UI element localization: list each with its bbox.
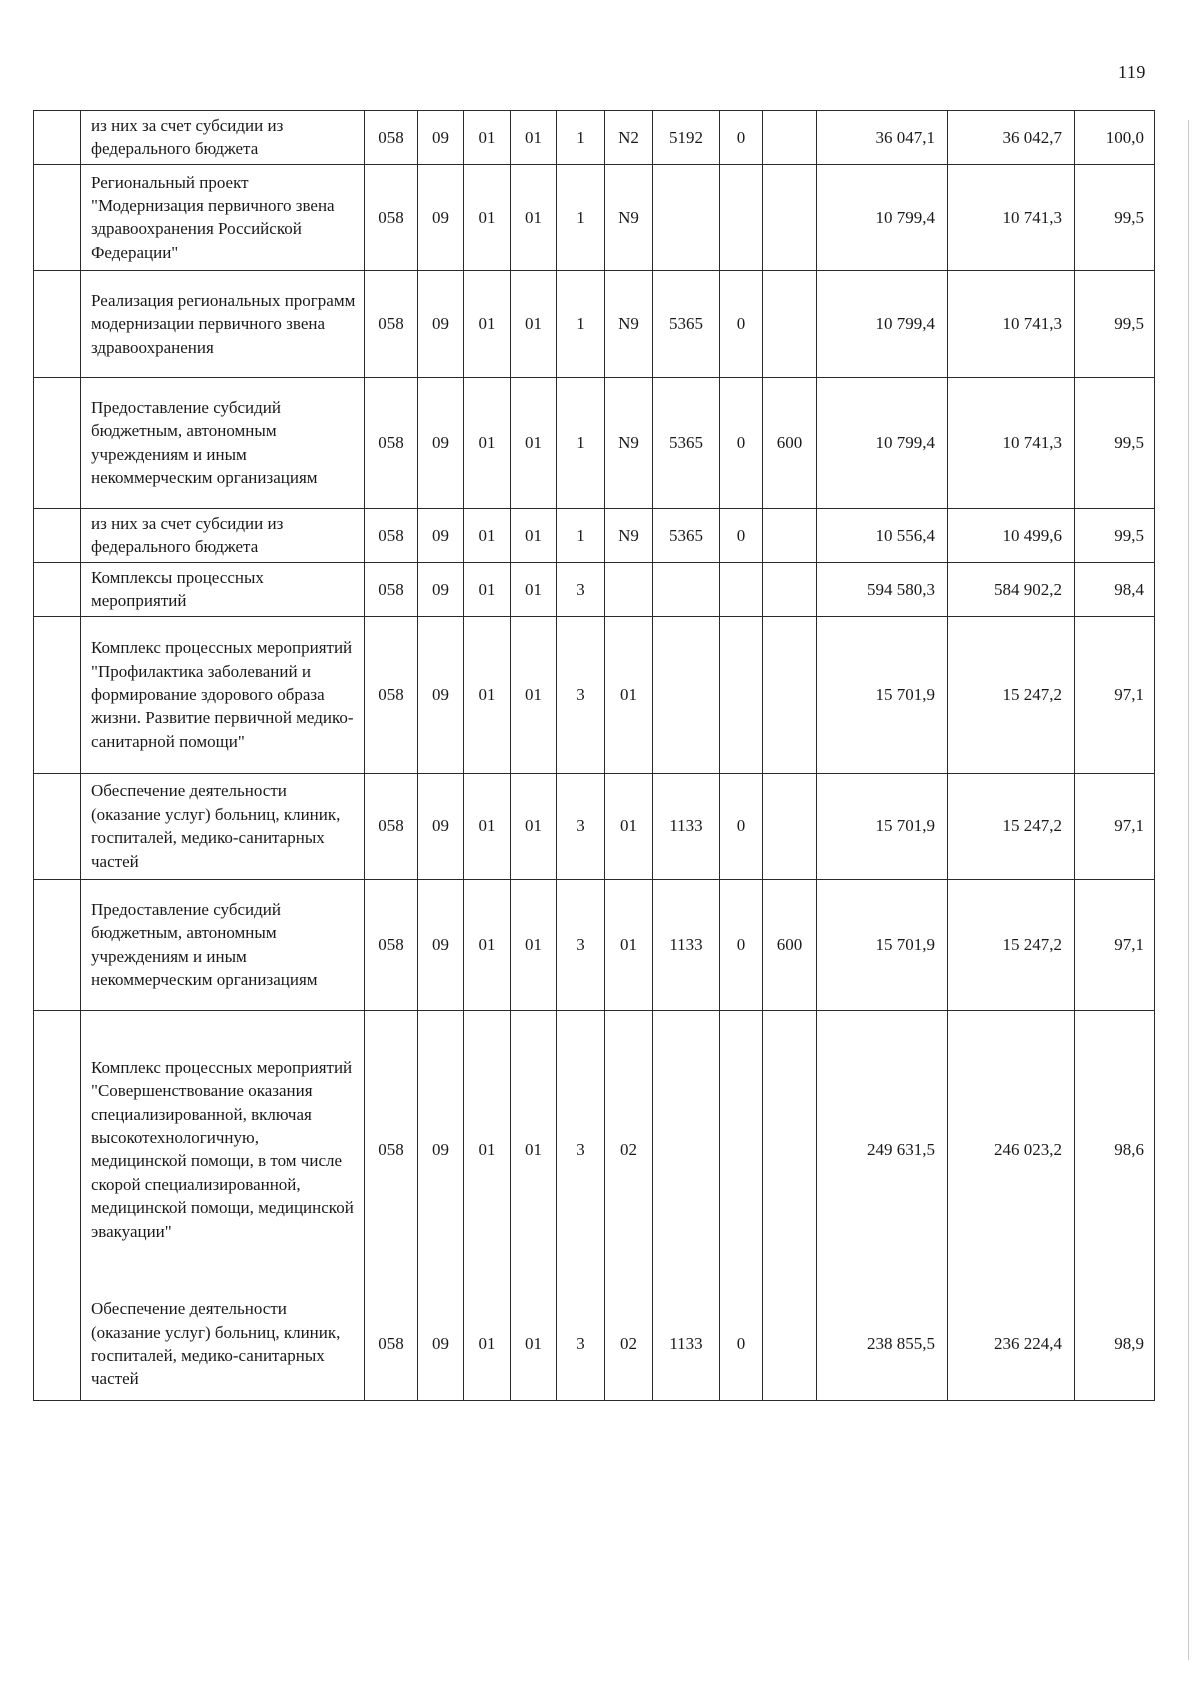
code-cell: 01: [511, 879, 557, 1010]
code-cell: 1: [557, 164, 605, 270]
code-cell: 01: [464, 562, 511, 616]
code-cell: 0: [720, 111, 763, 165]
code-cell: 01: [464, 508, 511, 562]
row-index-cell: [34, 164, 81, 270]
row-name: из них за счет субсидии из федерального бюджета: [81, 508, 365, 562]
code-cell: 058: [365, 616, 418, 773]
code-cell: 01: [464, 164, 511, 270]
code-cell: 01: [464, 616, 511, 773]
code-cell: 02: [605, 1010, 653, 1288]
code-cell: 01: [464, 111, 511, 165]
budget-table: [33, 110, 1155, 1401]
code-cell: 058: [365, 1288, 418, 1400]
row-index-cell: [34, 377, 81, 508]
row-name: Предоставление субсидий бюджетным, автономным учреждениям и иным некоммерческим организациям: [81, 377, 365, 508]
code-cell: 01: [511, 270, 557, 377]
code-cell: 0: [720, 508, 763, 562]
percent-value: 99,5: [1075, 270, 1155, 377]
table-row: [34, 1010, 1155, 1288]
code-cell: 058: [365, 879, 418, 1010]
row-name: Предоставление субсидий бюджетным, автономным учреждениям и иным некоммерческим организациям: [81, 879, 365, 1010]
percent-value: 99,5: [1075, 164, 1155, 270]
plan-value: 36 047,1: [817, 111, 948, 165]
actual-value: 10 741,3: [948, 377, 1075, 508]
code-cell: [763, 562, 817, 616]
code-cell: 01: [605, 773, 653, 879]
code-cell: 09: [418, 164, 464, 270]
actual-value: 15 247,2: [948, 773, 1075, 879]
plan-value: 10 799,4: [817, 270, 948, 377]
code-cell: 02: [605, 1288, 653, 1400]
code-cell: 3: [557, 616, 605, 773]
row-name: Региональный проект "Модернизация первичного звена здравоохранения Российской Федерации": [81, 164, 365, 270]
code-cell: [720, 164, 763, 270]
code-cell: 09: [418, 377, 464, 508]
page-number: 119: [1118, 62, 1146, 82]
plan-value: 10 799,4: [817, 164, 948, 270]
plan-value: 238 855,5: [817, 1288, 948, 1400]
code-cell: 1: [557, 508, 605, 562]
code-cell: N9: [605, 164, 653, 270]
percent-value: 97,1: [1075, 616, 1155, 773]
code-cell: [653, 164, 720, 270]
code-cell: 1133: [653, 879, 720, 1010]
code-cell: [720, 616, 763, 773]
percent-value: 97,1: [1075, 773, 1155, 879]
actual-value: 584 902,2: [948, 562, 1075, 616]
percent-value: 97,1: [1075, 879, 1155, 1010]
code-cell: 01: [511, 164, 557, 270]
code-cell: 01: [511, 1288, 557, 1400]
code-cell: 09: [418, 773, 464, 879]
actual-value: 15 247,2: [948, 616, 1075, 773]
code-cell: 600: [763, 377, 817, 508]
code-cell: 1133: [653, 1288, 720, 1400]
actual-value: 246 023,2: [948, 1010, 1075, 1288]
row-index-cell: [34, 562, 81, 616]
code-cell: 058: [365, 1010, 418, 1288]
code-cell: 3: [557, 1010, 605, 1288]
code-cell: [653, 1010, 720, 1288]
code-cell: [763, 164, 817, 270]
table-row: [34, 773, 1155, 879]
code-cell: 01: [464, 270, 511, 377]
table-row: [34, 616, 1155, 773]
code-cell: 1: [557, 377, 605, 508]
code-cell: [763, 1288, 817, 1400]
code-cell: 01: [464, 879, 511, 1010]
code-cell: N9: [605, 508, 653, 562]
code-cell: 5365: [653, 508, 720, 562]
plan-value: 15 701,9: [817, 879, 948, 1010]
plan-value: 15 701,9: [817, 616, 948, 773]
code-cell: 3: [557, 879, 605, 1010]
code-cell: 0: [720, 270, 763, 377]
code-cell: 01: [464, 773, 511, 879]
plan-value: 594 580,3: [817, 562, 948, 616]
code-cell: 058: [365, 164, 418, 270]
actual-value: 10 741,3: [948, 164, 1075, 270]
code-cell: 01: [464, 1288, 511, 1400]
code-cell: 01: [511, 508, 557, 562]
plan-value: 249 631,5: [817, 1010, 948, 1288]
code-cell: 058: [365, 562, 418, 616]
actual-value: 10 499,6: [948, 508, 1075, 562]
code-cell: [653, 616, 720, 773]
code-cell: 09: [418, 508, 464, 562]
code-cell: 1133: [653, 773, 720, 879]
code-cell: 058: [365, 508, 418, 562]
percent-value: 98,4: [1075, 562, 1155, 616]
code-cell: 01: [605, 616, 653, 773]
code-cell: N2: [605, 111, 653, 165]
code-cell: 3: [557, 773, 605, 879]
code-cell: 3: [557, 1288, 605, 1400]
code-cell: 1: [557, 270, 605, 377]
code-cell: N9: [605, 377, 653, 508]
table-row: [34, 270, 1155, 377]
code-cell: 3: [557, 562, 605, 616]
code-cell: 0: [720, 1288, 763, 1400]
code-cell: 01: [605, 879, 653, 1010]
table-row: [34, 562, 1155, 616]
code-cell: [720, 1010, 763, 1288]
table-row: [34, 164, 1155, 270]
code-cell: N9: [605, 270, 653, 377]
actual-value: 15 247,2: [948, 879, 1075, 1010]
code-cell: 01: [464, 377, 511, 508]
code-cell: 0: [720, 773, 763, 879]
code-cell: 09: [418, 562, 464, 616]
table-row: [34, 508, 1155, 562]
scan-edge-line: [1188, 120, 1189, 1660]
code-cell: [763, 508, 817, 562]
code-cell: 01: [464, 1010, 511, 1288]
code-cell: [763, 111, 817, 165]
row-name: Комплексы процессных мероприятий: [81, 562, 365, 616]
code-cell: [763, 616, 817, 773]
table-row: [34, 1288, 1155, 1400]
row-name: Комплекс процессных мероприятий "Профилактика заболеваний и формирование здорового образа жизни. Развитие первичной медико-санитарной помощи": [81, 616, 365, 773]
code-cell: 01: [511, 616, 557, 773]
code-cell: [605, 562, 653, 616]
row-index-cell: [34, 508, 81, 562]
row-index-cell: [34, 1288, 81, 1400]
code-cell: 01: [511, 1010, 557, 1288]
code-cell: 09: [418, 270, 464, 377]
row-name: Обеспечение деятельности (оказание услуг) больниц, клиник, госпиталей, медико-санитарных частей: [81, 1288, 365, 1400]
code-cell: 09: [418, 616, 464, 773]
actual-value: 236 224,4: [948, 1288, 1075, 1400]
table-row: [34, 879, 1155, 1010]
table-row: [34, 377, 1155, 508]
code-cell: 09: [418, 1288, 464, 1400]
row-index-cell: [34, 773, 81, 879]
code-cell: 0: [720, 879, 763, 1010]
code-cell: [653, 562, 720, 616]
code-cell: 09: [418, 1010, 464, 1288]
code-cell: [720, 562, 763, 616]
code-cell: 5365: [653, 377, 720, 508]
percent-value: 98,6: [1075, 1010, 1155, 1288]
row-index-cell: [34, 616, 81, 773]
code-cell: 0: [720, 377, 763, 508]
percent-value: 99,5: [1075, 508, 1155, 562]
code-cell: 600: [763, 879, 817, 1010]
code-cell: [763, 773, 817, 879]
row-index-cell: [34, 270, 81, 377]
code-cell: 01: [511, 773, 557, 879]
code-cell: 1: [557, 111, 605, 165]
row-name: из них за счет субсидии из федерального бюджета: [81, 111, 365, 165]
row-name: Комплекс процессных мероприятий "Совершенствование оказания специализированной, включая высокотехнологичную, медицинской помощи, в том числе скорой специализированной, медицинской помощи, медицинской эвакуации": [81, 1010, 365, 1288]
percent-value: 99,5: [1075, 377, 1155, 508]
code-cell: 058: [365, 377, 418, 508]
table-row: [34, 111, 1155, 165]
code-cell: 058: [365, 773, 418, 879]
row-name: Реализация региональных программ модернизации первичного звена здравоохранения: [81, 270, 365, 377]
actual-value: 36 042,7: [948, 111, 1075, 165]
code-cell: 01: [511, 562, 557, 616]
percent-value: 98,9: [1075, 1288, 1155, 1400]
code-cell: 5192: [653, 111, 720, 165]
plan-value: 10 799,4: [817, 377, 948, 508]
row-index-cell: [34, 879, 81, 1010]
code-cell: 09: [418, 879, 464, 1010]
row-index-cell: [34, 1010, 81, 1288]
code-cell: 01: [511, 111, 557, 165]
plan-value: 10 556,4: [817, 508, 948, 562]
code-cell: [763, 1010, 817, 1288]
row-name: Обеспечение деятельности (оказание услуг) больниц, клиник, госпиталей, медико-санитарных частей: [81, 773, 365, 879]
actual-value: 10 741,3: [948, 270, 1075, 377]
plan-value: 15 701,9: [817, 773, 948, 879]
percent-value: 100,0: [1075, 111, 1155, 165]
code-cell: 058: [365, 111, 418, 165]
code-cell: 09: [418, 111, 464, 165]
code-cell: 5365: [653, 270, 720, 377]
row-index-cell: [34, 111, 81, 165]
code-cell: 01: [511, 377, 557, 508]
code-cell: 058: [365, 270, 418, 377]
code-cell: [763, 270, 817, 377]
